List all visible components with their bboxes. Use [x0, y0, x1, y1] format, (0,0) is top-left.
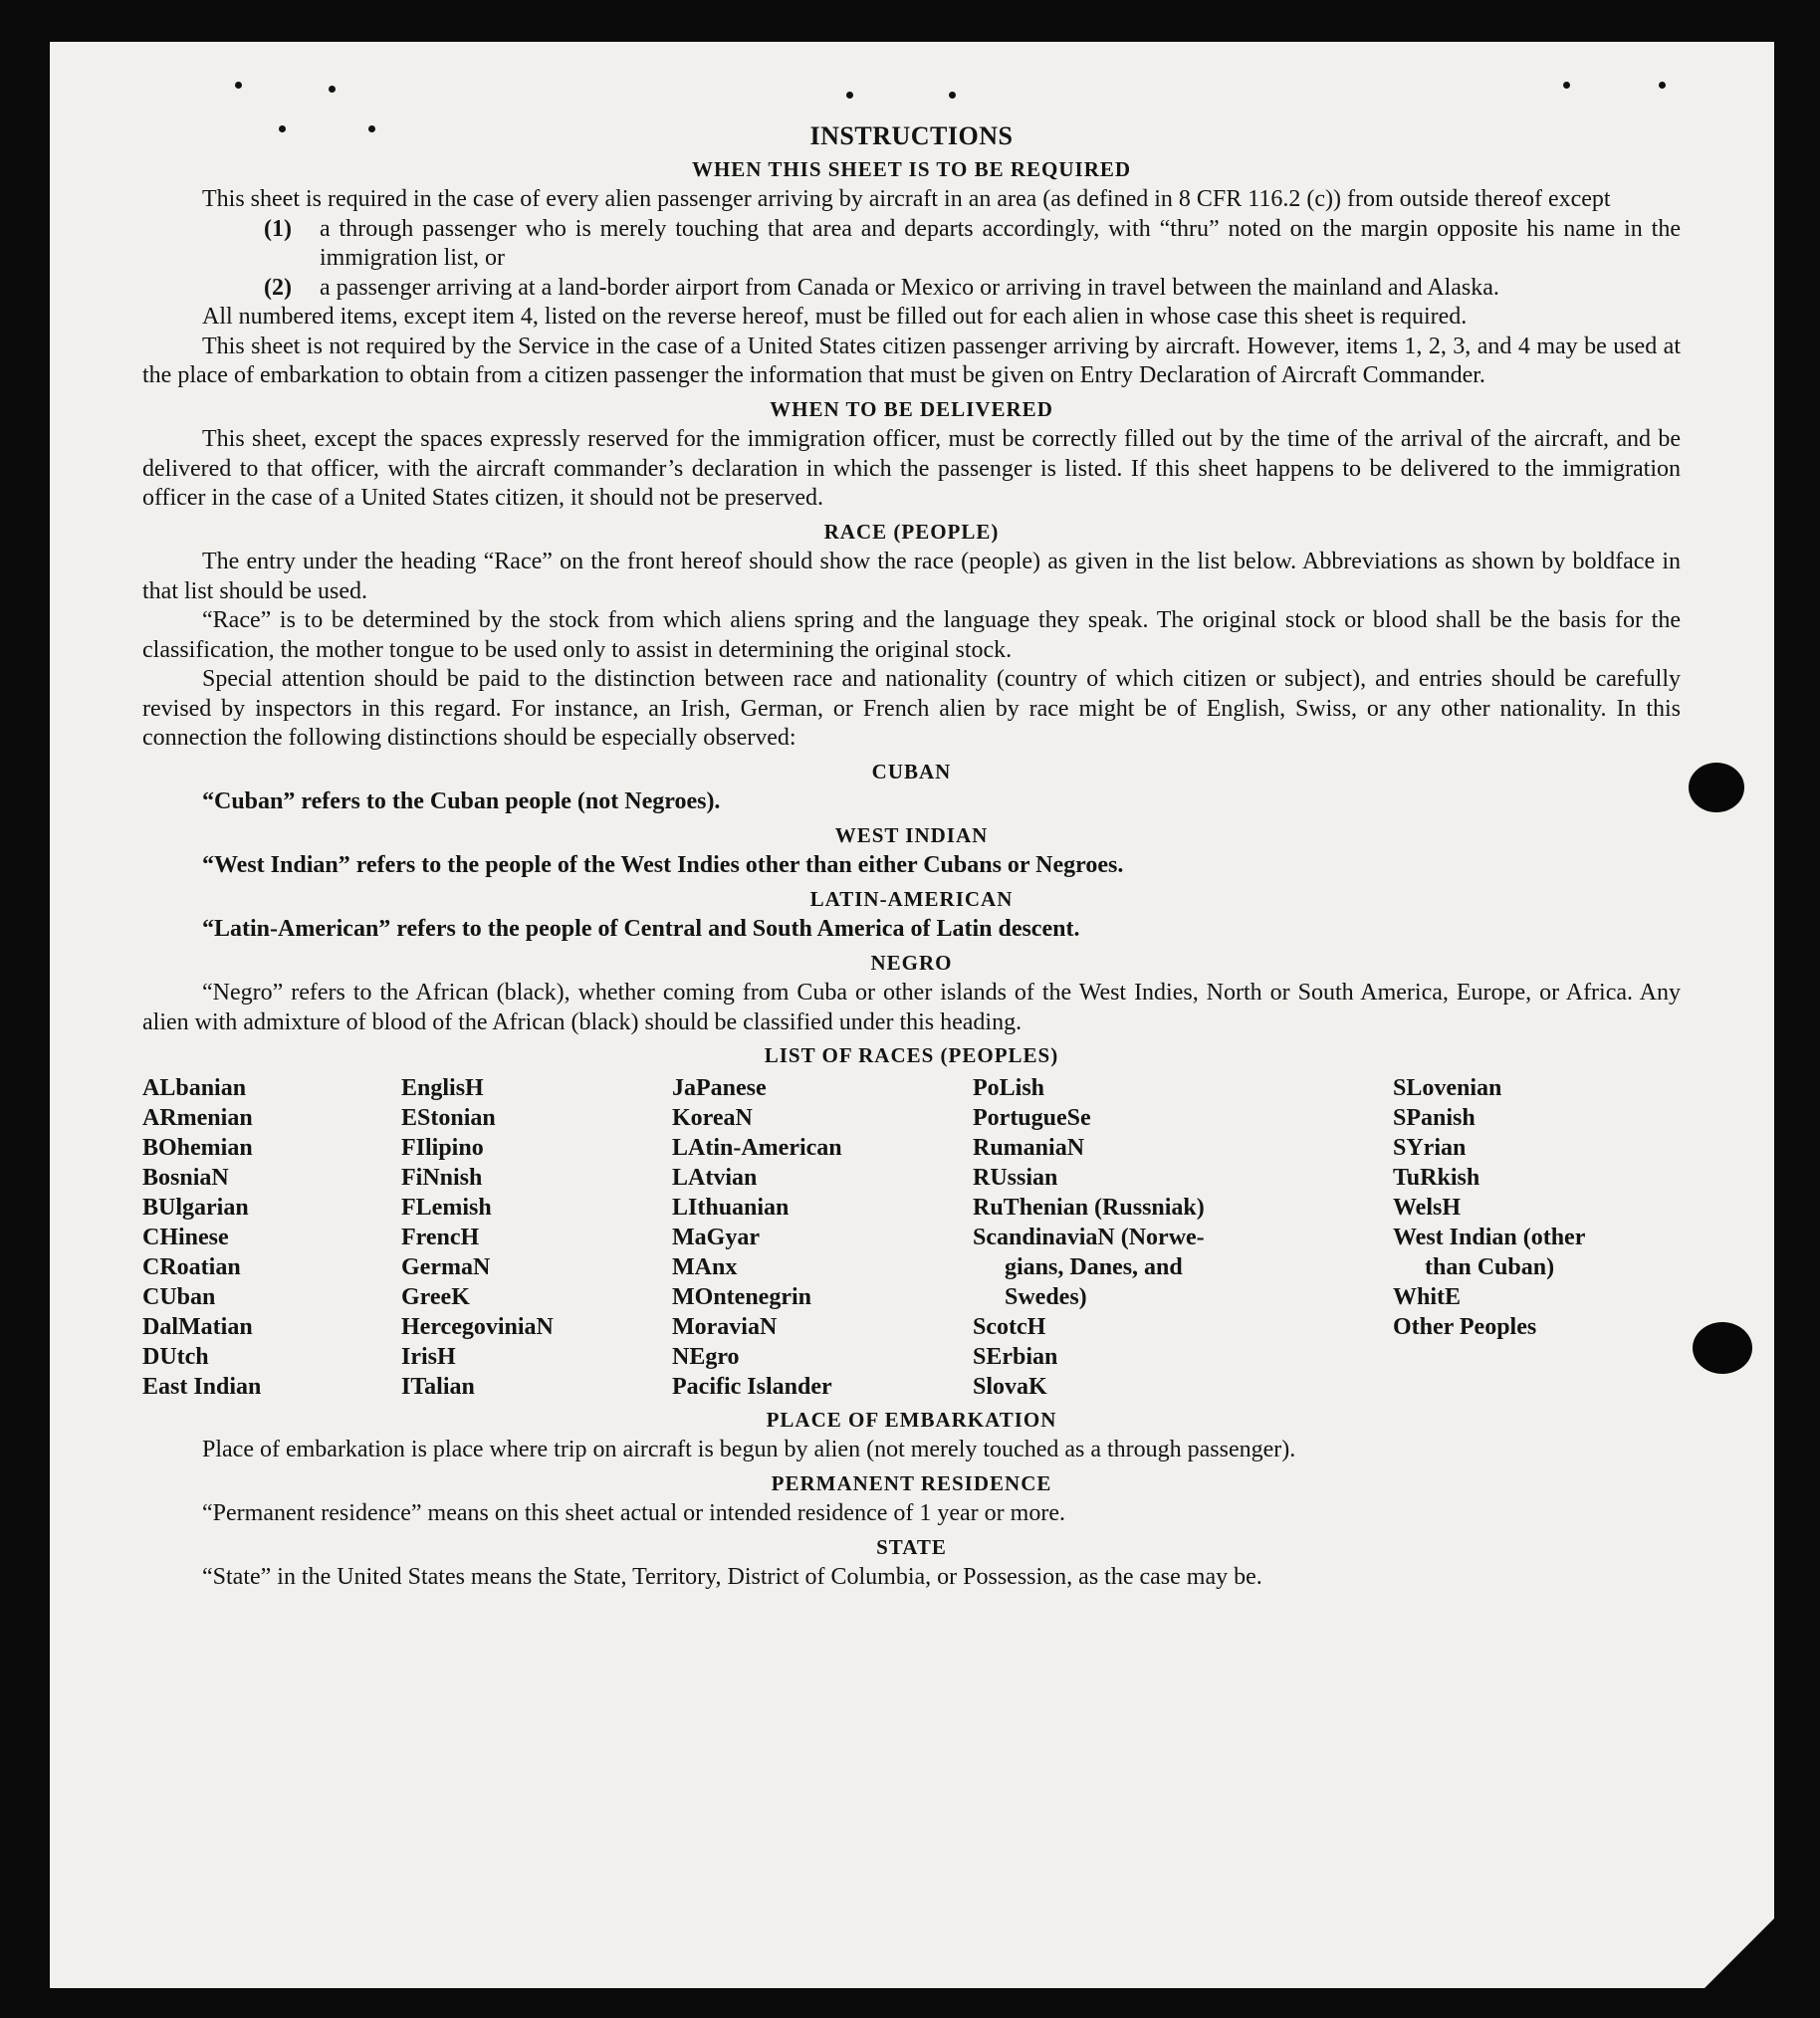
- race-entry: CHinese: [142, 1224, 229, 1250]
- race-entry: MaGyar: [672, 1224, 760, 1250]
- speck: [846, 92, 853, 99]
- paragraph: “West Indian” refers to the people of the West Indies other than either Cubans or Negroes.: [202, 852, 1124, 878]
- race-entry: JaPanese: [672, 1074, 767, 1101]
- section-heading: WHEN THIS SHEET IS TO BE REQUIRED: [691, 156, 1132, 181]
- race-entry: LAtin-American: [672, 1134, 842, 1161]
- race-entry: PoLish: [973, 1074, 1045, 1101]
- race-entry: FIlipino: [401, 1134, 484, 1161]
- race-entry: WelsH: [1393, 1194, 1462, 1221]
- race-entry: SPanish: [1393, 1104, 1476, 1131]
- paragraph: This sheet is not required by the Service in the case of a United States citizen passenger arriving by aircraft. However, items 1, 2, 3, and 4 may be used at the place of embarkation to obtain from a citizen passenger the information that must be given on Entry Declaration of Aircraft Commander.: [142, 333, 1681, 388]
- race-entry: CUban: [142, 1283, 216, 1310]
- speck: [235, 82, 242, 89]
- section-heading: WEST INDIAN: [834, 822, 989, 847]
- race-entry: than Cuban): [1425, 1253, 1555, 1280]
- race-entry: Other Peoples: [1393, 1313, 1537, 1340]
- section-heading: PLACE OF EMBARKATION: [766, 1407, 1057, 1432]
- section-heading: WHEN TO BE DELIVERED: [770, 396, 1053, 421]
- race-entry: TuRkish: [1393, 1164, 1480, 1191]
- race-entry: SErbian: [973, 1343, 1058, 1370]
- section-heading: PERMANENT RESIDENCE: [771, 1470, 1052, 1495]
- race-entry: Swedes): [1005, 1283, 1087, 1310]
- paragraph: “Permanent residence” means on this sheet actual or intended residence of 1 year or more.: [202, 1500, 1065, 1526]
- paragraph: The entry under the heading “Race” on the front hereof should show the race (people) as given in the list below. Abbreviations as shown by boldface in that list should be used.: [142, 549, 1681, 604]
- race-entry: NEgro: [672, 1343, 740, 1370]
- section-heading: LIST OF RACES (PEOPLES): [764, 1043, 1059, 1067]
- item-number: (1): [264, 215, 292, 242]
- section-heading: LATIN-AMERICAN: [809, 886, 1014, 911]
- instructions-body: [142, 121, 1681, 1593]
- races-column: [1393, 1073, 1681, 1402]
- race-entry: MoraviaN: [672, 1313, 778, 1340]
- race-entry: SlovaK: [973, 1373, 1047, 1400]
- race-entry: LIthuanian: [672, 1194, 790, 1221]
- race-entry: East Indian: [142, 1373, 262, 1400]
- race-entry: FiNnish: [401, 1164, 483, 1191]
- paragraph: This sheet is required in the case of every alien passenger arriving by aircraft in an area (as defined in 8 CFR 116.2 (c)) from outside thereof except: [202, 186, 1611, 212]
- race-entry: EStonian: [401, 1104, 496, 1131]
- page-title: INSTRUCTIONS: [809, 121, 1014, 150]
- race-entry: DUtch: [142, 1343, 209, 1370]
- speck: [1563, 82, 1570, 89]
- punch-hole: [1693, 1322, 1752, 1374]
- races-list: [142, 1073, 1681, 1402]
- paragraph: “Race” is to be determined by the stock from which aliens spring and the language they speak. The original stock or blood shall be the basis for the classification, the mother tongue to be used only to assist in determining the original stock.: [142, 607, 1681, 663]
- race-entry: ALbanian: [142, 1074, 247, 1101]
- race-entry: HercegoviniaN: [401, 1313, 554, 1340]
- item-number: (2): [264, 274, 292, 301]
- race-entry: LAtvian: [672, 1164, 758, 1191]
- race-entry: West Indian (other: [1393, 1224, 1586, 1250]
- paragraph: All numbered items, except item 4, listed on the reverse hereof, must be filled out for each alien in whose case this sheet is required.: [202, 304, 1468, 330]
- race-entry: ScandinaviaN (Norwe-: [973, 1224, 1205, 1250]
- race-entry: RumaniaN: [973, 1134, 1085, 1161]
- race-entry: WhitE: [1393, 1283, 1462, 1310]
- race-entry: PortugueSe: [973, 1104, 1091, 1131]
- races-column: [142, 1073, 401, 1402]
- paragraph: “Negro” refers to the African (black), whether coming from Cuba or other islands of the West Indies, North or South America, Europe, or Africa. Any alien with admixture of blood of the African (black) should be classified under this heading.: [142, 980, 1681, 1035]
- paragraph: This sheet, except the spaces expressly reserved for the immigration officer, must be correctly filled out by the time of the arrival of the aircraft, and be delivered to that officer, with the aircraft commander’s declaration in which the passenger is listed. If this sheet happens to be delivered to the immigration officer in the case of a United States citizen, it should not be preserved.: [142, 426, 1681, 511]
- section-heading: NEGRO: [870, 950, 953, 975]
- race-entry: GermaN: [401, 1253, 491, 1280]
- race-entry: FLemish: [401, 1194, 492, 1221]
- race-entry: SLovenian: [1393, 1074, 1502, 1101]
- race-entry: MOntenegrin: [672, 1283, 811, 1310]
- race-entry: EnglisH: [401, 1074, 484, 1101]
- paragraph: “State” in the United States means the State, Territory, District of Columbia, or Possession, as the case may be.: [202, 1564, 1262, 1590]
- race-entry: GreeK: [401, 1283, 470, 1310]
- section-heading: CUBAN: [871, 759, 952, 784]
- races-column: [401, 1073, 672, 1402]
- section-heading: RACE (PEOPLE): [823, 519, 1000, 544]
- race-entry: ITalian: [401, 1373, 475, 1400]
- race-entry: IrisH: [401, 1343, 456, 1370]
- race-entry: BUlgarian: [142, 1194, 249, 1221]
- speck: [949, 92, 956, 99]
- race-entry: BosniaN: [142, 1164, 229, 1191]
- punch-hole: [1689, 763, 1744, 812]
- item-text: a passenger arriving at a land-border airport from Canada or Mexico or arriving in travel between the mainland and Alaska.: [320, 274, 1499, 301]
- speck: [329, 86, 336, 93]
- races-column: [973, 1073, 1393, 1402]
- race-entry: BOhemian: [142, 1134, 253, 1161]
- race-entry: KoreaN: [672, 1104, 753, 1131]
- race-entry: SYrian: [1393, 1134, 1467, 1161]
- race-entry: MAnx: [672, 1253, 738, 1280]
- paragraph: Place of embarkation is place where trip on aircraft is begun by alien (not merely touched as a through passenger).: [202, 1437, 1296, 1462]
- section-heading: STATE: [876, 1534, 947, 1559]
- race-entry: RUssian: [973, 1164, 1058, 1191]
- race-entry: ARmenian: [142, 1104, 253, 1131]
- list-item: [142, 215, 1681, 274]
- paragraph: “Latin-American” refers to the people of Central and South America of Latin descent.: [202, 916, 1080, 942]
- item-text: a through passenger who is merely touching that area and departs accordingly, with “thru” noted on the margin opposite his name in the immigration list, or: [320, 215, 1681, 271]
- race-entry: DalMatian: [142, 1313, 253, 1340]
- paragraph: “Cuban” refers to the Cuban people (not Negroes).: [202, 788, 721, 814]
- speck: [1659, 82, 1666, 89]
- paragraph: Special attention should be paid to the distinction between race and nationality (country of which citizen or subject), and entries should be carefully revised by inspectors in this regard. For instance, an Irish, German, or French alien by race might be of English, Swiss, or any other nationality. In this connection the following distinctions should be especially observed:: [142, 666, 1681, 751]
- race-entry: RuThenian (Russniak): [973, 1194, 1205, 1221]
- race-entry: CRoatian: [142, 1253, 241, 1280]
- race-entry: Pacific Islander: [672, 1373, 832, 1400]
- race-entry: gians, Danes, and: [1005, 1253, 1183, 1280]
- race-entry: FrencH: [401, 1224, 480, 1250]
- list-item: [142, 274, 1681, 304]
- race-entry: ScotcH: [973, 1313, 1046, 1340]
- races-column: [672, 1073, 973, 1402]
